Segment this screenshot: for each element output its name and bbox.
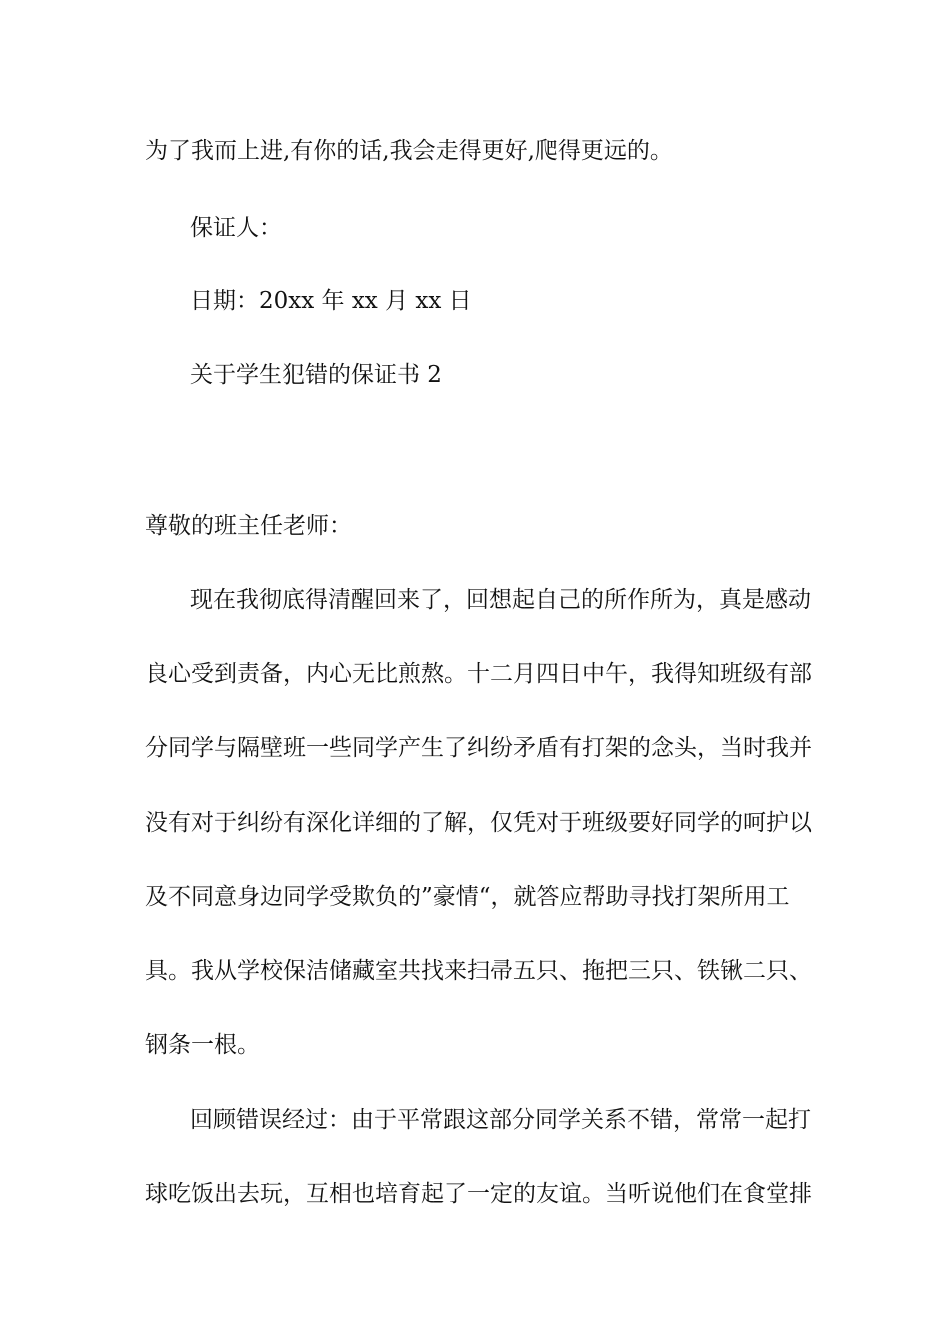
paragraph-line: 球吃饭出去玩，互相也培育起了一定的友谊。当听说他们在食堂排 (145, 1181, 812, 1207)
paragraph-line: 具。我从学校保洁储藏室共找来扫帚五只、拖把三只、铁锹二只、 (145, 958, 812, 984)
paragraph-line: 钢条一根。 (145, 1032, 260, 1058)
paragraph-line: 回顾错误经过：由于平常跟这部分同学关系不错，常常一起打 (190, 1107, 811, 1133)
section-title: 关于学生犯错的保证书 2 (190, 362, 442, 388)
paragraph-line: 现在我彻底得清醒回来了，回想起自己的所作所为，真是感动 (190, 587, 811, 613)
paragraph-line: 为了我而上进,有你的话,我会走得更好,爬得更远的。 (145, 138, 673, 164)
guarantor-label: 保证人： (190, 215, 282, 241)
salutation: 尊敬的班主任老师： (145, 513, 352, 539)
paragraph-line: 良心受到责备，内心无比煎熬。十二月四日中午，我得知班级有部 (145, 661, 812, 687)
paragraph-line: 分同学与隔壁班一些同学产生了纠纷矛盾有打架的念头，当时我并 (145, 735, 812, 761)
paragraph-line: 及不同意身边同学受欺负的”豪情“，就答应帮助寻找打架所用工 (145, 884, 790, 910)
paragraph-line: 没有对于纠纷有深化详细的了解，仅凭对于班级要好同学的呵护以 (145, 810, 812, 836)
date-line: 日期：20xx 年 xx 月 xx 日 (190, 288, 472, 314)
